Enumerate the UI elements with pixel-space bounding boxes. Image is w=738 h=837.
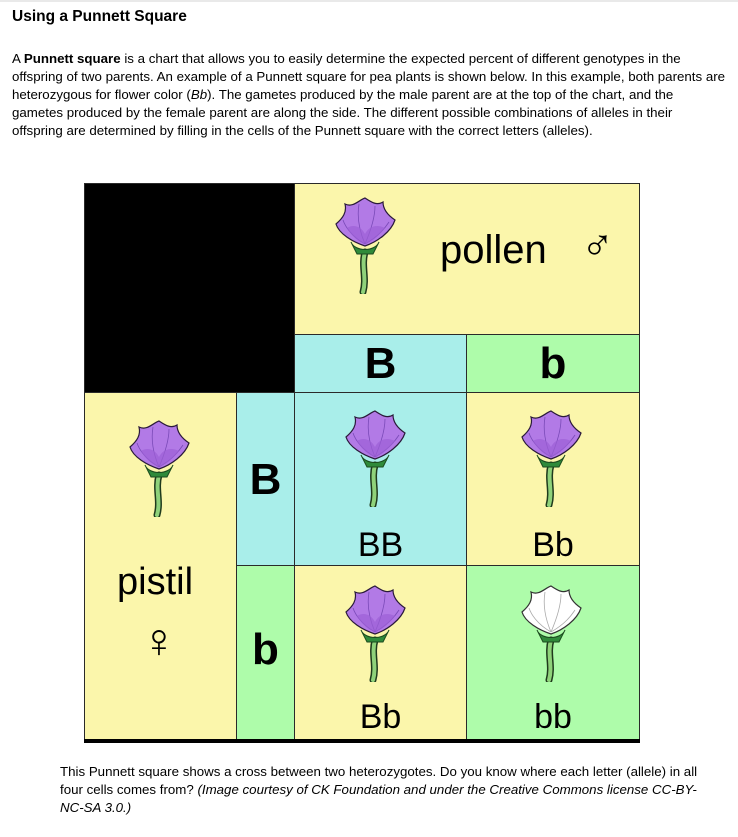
male-symbol-icon: ♂: [581, 221, 614, 270]
female-parent-cell: [84, 392, 237, 743]
purple-flower-icon: [343, 407, 407, 507]
female-allele-1: B: [249, 455, 282, 504]
intro-text-1: A: [12, 51, 24, 66]
white-flower-icon: [519, 582, 583, 682]
male-parent-cell: [294, 183, 640, 335]
female-allele-2: b: [252, 625, 279, 674]
purple-flower-icon: [333, 194, 397, 294]
female-label: pistil: [117, 561, 194, 603]
offspring-cell-bb: [466, 565, 640, 743]
female-allele-B: [236, 392, 295, 566]
chart-baseline: [84, 739, 640, 743]
punnett-square: [84, 183, 640, 743]
intro-paragraph: [12, 50, 726, 140]
purple-flower-icon: [127, 417, 191, 517]
top-divider: [0, 0, 738, 2]
male-allele-B: [294, 334, 467, 393]
male-allele-2: b: [539, 339, 567, 388]
offspring-cell-Bb-top: [466, 392, 640, 566]
purple-flower-icon: [343, 582, 407, 682]
caption-text: This Punnett square shows a cross between two heterozygotes. Do you know where each letter (allele) in all four cells comes from?: [60, 764, 698, 797]
offspring-genotype-3: Bb: [359, 698, 402, 736]
offspring-genotype-4: bb: [534, 698, 572, 736]
figure-caption: [60, 763, 700, 817]
section-heading: Using a Punnett Square: [12, 8, 187, 25]
male-allele-1: B: [364, 339, 397, 388]
offspring-cell-BB: [294, 392, 467, 566]
female-allele-b: [236, 565, 295, 743]
male-label: pollen: [440, 228, 547, 272]
intro-genotype: Bb: [190, 87, 208, 102]
offspring-genotype-1: BB: [357, 526, 404, 564]
offspring-cell-Bb-bottom: [294, 565, 467, 743]
purple-flower-icon: [519, 407, 583, 507]
intro-term: Punnett square: [23, 51, 121, 66]
offspring-genotype-2: Bb: [532, 526, 574, 564]
female-symbol-icon: ♀: [141, 615, 177, 668]
intro-text-2: is a chart that allows you to easily determine the expected percent of different genotypes in the offspring of two parents. An example of a Punnett square for pea plants is shown below. In this example, both parents are heterozygous for flower color (: [12, 51, 726, 102]
caption-credit: (Image courtesy of CK Foundation and under the Creative Commons license CC-BY-NC-SA 3.0.): [60, 782, 697, 815]
corner-block: [84, 183, 295, 393]
male-allele-b: [466, 334, 640, 393]
intro-text-3: ). The gametes produced by the male parent are at the top of the chart, and the gametes produced by the female parent are along the side. The different possible combinations of alleles in their offspring are determined by filling in the cells of the Punnett square with the correct letters (alleles).: [12, 87, 674, 138]
